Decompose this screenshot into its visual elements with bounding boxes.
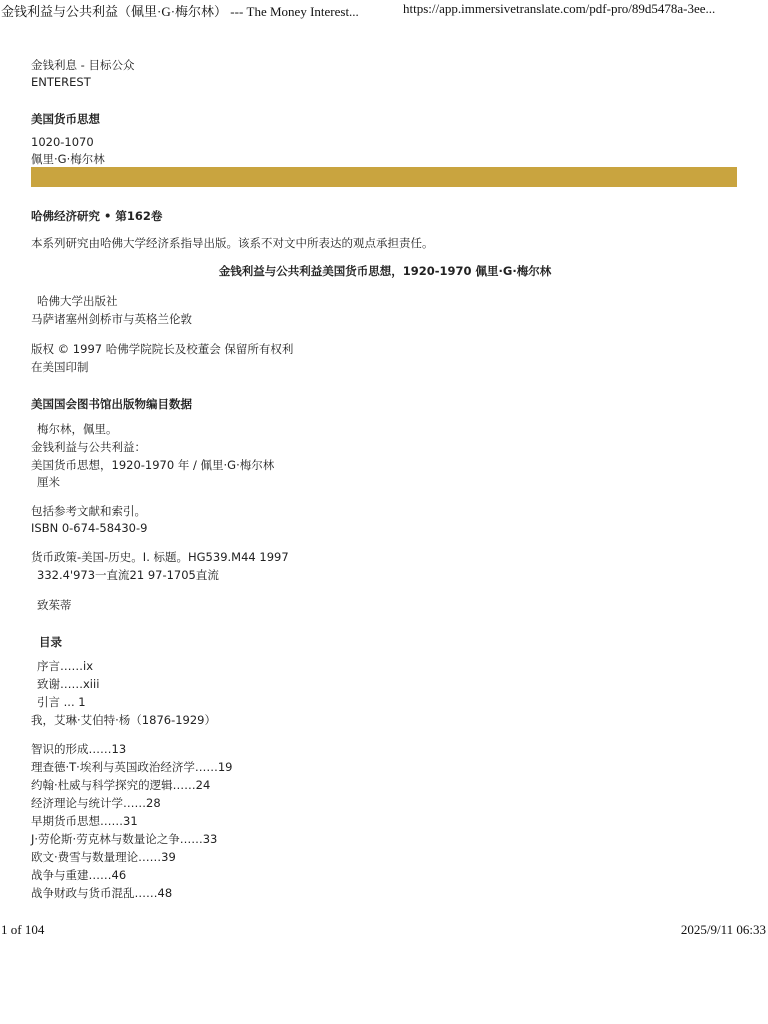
cip-author-entry: 梅尔林，佩里。 — [37, 422, 118, 436]
browser-print-footer — [0, 921, 768, 939]
toc-item: 理查德·T·埃利与英国政治经济学……19 — [31, 760, 233, 774]
publisher-location: 马萨诸塞州剑桥市与英格兰伦敦 — [31, 312, 192, 326]
toc-item: 早期货币思想……31 — [31, 814, 138, 828]
gold-divider-bar — [31, 167, 737, 187]
cover-heading: 美国货币思想 — [31, 112, 100, 126]
toc-item: 序言……ix — [37, 659, 94, 673]
toc-item: 经济理论与统计学……28 — [31, 796, 161, 810]
toc-item: J·劳伦斯·劳克林与数量论之争……33 — [31, 832, 218, 846]
cip-bibliography: 包括参考文献和索引。 — [31, 504, 146, 518]
cover-title-line: 金钱利息 - 目标公众 — [31, 58, 135, 72]
copyright-notice: 版权 © 1997 哈佛学院院长及校董会 保留所有权利 — [31, 342, 294, 356]
cip-unit: 厘米 — [37, 475, 60, 489]
series-note: 本系列研究由哈佛大学经济系指导出版。该系不对文中所表达的观点承担责任。 — [31, 236, 434, 250]
cip-title-line1: 金钱利益与公共利益： — [31, 440, 146, 454]
toc-item: 欧文·费雪与数量理论……39 — [31, 850, 176, 864]
cip-title-line2: 美国货币思想，1920-1970 年 / 佩里·G·梅尔林 — [31, 458, 275, 472]
toc-item: 约翰·杜威与科学探究的逻辑……24 — [31, 778, 211, 792]
dedication: 致茱蒂 — [37, 598, 72, 612]
page-counter: 1 of 104 — [1, 922, 45, 937]
publisher-name: 哈佛大学出版社 — [37, 294, 118, 308]
print-header-url: https://app.immersivetranslate.com/pdf-pro/89d5478a-3ee... — [403, 1, 716, 16]
cip-isbn: ISBN 0-674-58430-9 — [31, 521, 148, 535]
print-timestamp: 2025/9/11 06:33 — [680, 922, 766, 937]
toc-item: 战争财政与货币混乱……48 — [31, 886, 173, 900]
cover-author: 佩里·G·梅尔林 — [31, 152, 105, 166]
toc-heading: 目录 — [39, 635, 62, 649]
toc-item: 智识的形成……13 — [31, 742, 127, 756]
cip-classification: 332.4'973一直流21 97-1705直流 — [37, 568, 219, 582]
cover-subtitle-line: ENTEREST — [31, 75, 91, 89]
cip-subjects: 货币政策-美国-历史。I. 标题。HG539.M44 1997 — [31, 550, 289, 564]
toc-item: 致谢……xiii — [37, 677, 100, 691]
cover-years: 1020-1070 — [31, 135, 94, 149]
full-title: 金钱利益与公共利益美国货币思想，1920-1970 佩里·G·梅尔林 — [218, 264, 552, 278]
print-header-title: 金钱利益与公共利益（佩里·G·梅尔林） --- The Money Interest... — [1, 4, 359, 19]
toc-item: 引言 ... 1 — [37, 695, 86, 709]
toc-item: 我，艾琳·艾伯特·杨（1876-1929） — [31, 713, 216, 727]
browser-print-header — [0, 0, 768, 18]
series-heading: 哈佛经济研究 • 第162卷 — [31, 209, 163, 223]
printed-in: 在美国印制 — [31, 360, 89, 374]
cip-heading: 美国国会图书馆出版物编目数据 — [31, 397, 192, 411]
toc-item: 战争与重建……46 — [31, 868, 127, 882]
